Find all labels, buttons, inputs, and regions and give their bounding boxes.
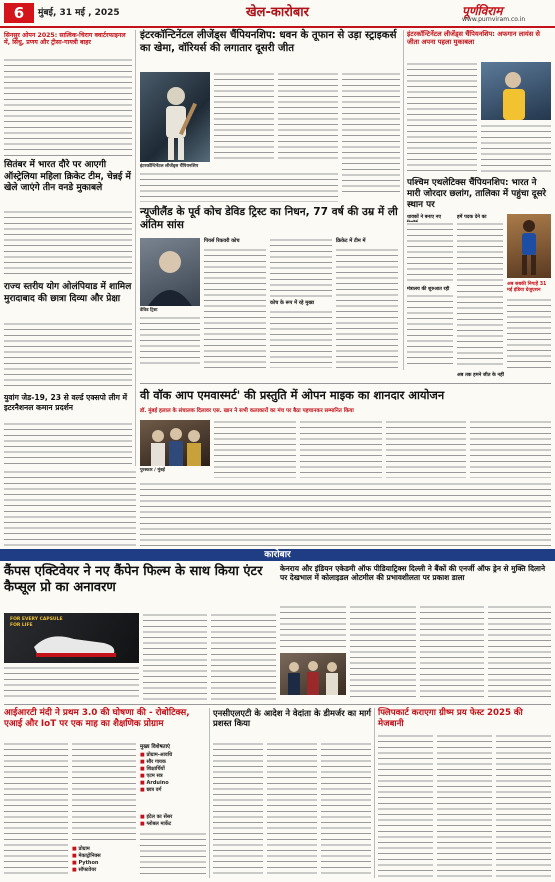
- group-people-icon: [140, 420, 210, 466]
- flipkart-body-c: [496, 734, 551, 878]
- box-head-1: धावकों ने बनाए नए: [407, 215, 442, 220]
- person-portrait-icon: [140, 238, 200, 306]
- iit-highlights-list: [140, 752, 206, 812]
- sport-left-headline-4: युवांग जेड-19, 23 से वर्ल्ड एक्सपो लीग में इटरनैशनल कमान प्रदर्शन: [4, 393, 128, 412]
- sport-main-photo-caption: इंटरकॉन्टिनेंटल लीजेंड्स चैंपियनशिप: [140, 164, 199, 169]
- bullet-square-icon: ■: [72, 867, 77, 873]
- box-head-2: मंत्रालय की शुरुआत रही: [407, 287, 450, 292]
- brand-logo: पूर्णविराम: [462, 4, 503, 18]
- list-item: ■ सॉफ्टवेयर: [72, 867, 97, 873]
- sport-main-body-c: [342, 72, 400, 192]
- list-item: ■ सौर गायक: [140, 759, 166, 765]
- athletics-body-c: [457, 222, 503, 368]
- column-divider: [374, 708, 375, 878]
- feature-body-e: [140, 482, 551, 546]
- batsman-silhouette-icon: [140, 72, 210, 162]
- section-title: खेल-कारोबार: [246, 5, 309, 20]
- feature-headline: वी वॉक आप एमवास्मर्ट' की प्रस्तुति में ओपन माइक का शानदार आयोजन: [140, 388, 445, 402]
- bullet-square-icon: ■: [140, 752, 145, 758]
- feature-body-a: [214, 420, 296, 478]
- list-item: ■ इंटेल का सेंसर: [140, 814, 173, 820]
- sport-right-headline: इंटरकॉन्टिनेंटल लीजेंड्स चैंपियनशिप: अफगान लायंस से जीता अपना पहला मुकाबला: [407, 30, 540, 46]
- sport-left-body-3: [4, 322, 132, 388]
- feature-body-d: [470, 420, 551, 478]
- column-divider: [135, 30, 136, 466]
- list-item: ■ मेकाट्रोनिक्स: [72, 853, 101, 859]
- iit-body-c: [140, 832, 206, 878]
- column-divider: [403, 30, 404, 370]
- page-number: 6: [4, 3, 34, 23]
- business-section-band: कारोबार: [0, 549, 555, 561]
- bullet-square-icon: ■: [72, 853, 77, 859]
- sport-main-body-b: [278, 72, 338, 162]
- side-head-2: कोच के रूप में रहे मुख्य: [270, 300, 315, 306]
- sport-left-body-1: [4, 58, 132, 156]
- business-rule: [4, 704, 551, 705]
- kenvue-headline: केनराय और इंडियन एकेडमी ऑफ पीडियाट्रिक्स दिल्ली ने बैंकों की एनर्जी ऑफ ड्रेन से मुक्ति दिलाने पर देखभाल में कोलाइडल ओटमील की प्रभावशीलता पर प्रकाश डाला: [280, 564, 546, 583]
- sport-main-body-d: [140, 172, 338, 202]
- edition-date: मुंबई, 31 मई , 2025: [38, 8, 120, 18]
- nclat-body-c: [321, 742, 371, 878]
- kenvue-photo: [280, 653, 346, 695]
- sport-sub-body-d: [270, 310, 332, 368]
- feature-body-c: [386, 420, 466, 478]
- campus-body-a: [4, 666, 139, 700]
- player-silhouette-icon: [481, 62, 551, 120]
- bullet-square-icon: ■: [140, 787, 145, 793]
- sport-left-headline-1: सिनसुर ओपन 2025: सात्विक-चिराग क्वार्टरफाइनल में, सिंधु, प्रणय और ट्रीसा-गायत्री बाहर: [4, 32, 126, 47]
- feature-body-b: [300, 420, 382, 478]
- iit-highlights-title: मुख्य विशेषताएं: [140, 744, 171, 750]
- flipkart-body-b: [437, 734, 492, 878]
- campus-ad-photo: [4, 613, 139, 663]
- athletics-body-a: [407, 222, 453, 282]
- athletics-body-b: [407, 294, 453, 368]
- kenvue-body-a: [280, 605, 346, 651]
- list-item: ■ एटम सत्र: [140, 773, 163, 779]
- campus-body-b: [143, 613, 207, 701]
- box-head-3: हमें पदक देने का: [457, 215, 487, 220]
- list-item: ■ ग्लोबल मार्केट: [140, 821, 172, 827]
- list-item: ■ Arduino: [140, 780, 169, 786]
- medal-head: अब सबकी निगाहें 31 मई इंडिया ग्रेजुएशन: [507, 282, 547, 293]
- nclat-headline: एनसीएलएटी के आदेश ने वेदांता के डीमर्जर का मार्ग प्रशस्त किया: [213, 708, 371, 729]
- sport-right-body-b: [481, 124, 551, 174]
- bullet-square-icon: ■: [140, 814, 145, 820]
- iit-list-right: [72, 846, 136, 878]
- legends-photo: [481, 62, 551, 120]
- nclat-body-a: [213, 742, 263, 878]
- athletics-headline: पश्चिम एथलेटिक्स चैंपियनशिप: भारत ने मारी जोरदार छलांग, तालिका में पहुंचा दूसरे स्थान पर: [407, 178, 547, 210]
- list-item: ■ प्रोग्राम: [72, 846, 90, 852]
- box-head-4: अब तक हमने जीत के नहीं: [457, 373, 504, 378]
- side-head-3: क्रिकेट में टीम में: [336, 238, 366, 244]
- sport-sub-body-b: [204, 248, 266, 368]
- bullet-square-icon: ■: [72, 846, 77, 852]
- kenvue-body-b: [350, 605, 416, 701]
- list-item: ■ छात्र वर्ग: [140, 787, 162, 793]
- coach-photo-caption: डेविड ट्रिस्ट: [140, 308, 158, 313]
- list-item: ■ Python: [72, 860, 99, 866]
- flipkart-headline: फ्लिपकार्ट कराएगा ग्रीष्म प्रय फेस्ट 2025 की मेजबानी: [378, 708, 523, 729]
- sport-sub-body-a: [140, 316, 200, 368]
- flipkart-body-a: [378, 734, 433, 878]
- panel-people-icon: [280, 653, 346, 695]
- sport-sub-body-e: [336, 248, 398, 368]
- list-item: ■ प्रोग्राम-आवधि: [140, 752, 173, 758]
- runner-photo: [507, 214, 551, 278]
- bullet-square-icon: ■: [140, 780, 145, 786]
- bullet-square-icon: ■: [140, 821, 145, 827]
- cricket-photo: [140, 72, 210, 162]
- feature-photo-caption: पुरस्कार / मुंबई: [140, 468, 165, 473]
- list-item: ■ शिक्षार्थियों: [140, 766, 165, 772]
- kenvue-body-d: [488, 605, 551, 701]
- iit-body-b: [72, 742, 136, 842]
- sport-sub-body-c: [270, 238, 332, 298]
- campus-ad-tagline: FOR EVERY CAPSULE FOR LIFE: [10, 617, 63, 628]
- sport-left-headline-3: राज्य स्तरीय योग ओलंपियाड में शामिल मुरादाबाद की छात्रा दिव्या और प्रेक्षा: [4, 282, 132, 304]
- coach-photo: [140, 238, 200, 306]
- header-rule: [0, 26, 555, 28]
- campus-headline: कैंपस एक्टिवेयर ने नए कैंपेन फिल्म के साथ किया एंटर कैप्सूल प्रो का अनावरण: [4, 564, 263, 595]
- nclat-body-b: [267, 742, 317, 878]
- sport-main-body-a: [214, 72, 274, 162]
- iit-body-a: [4, 742, 68, 878]
- bullet-square-icon: ■: [140, 766, 145, 772]
- kenvue-body-c: [420, 605, 484, 701]
- athletics-body-d: [507, 298, 551, 368]
- sport-left-body-4: [4, 422, 132, 464]
- iit-highlights-extra: [140, 814, 206, 830]
- sport-sub-headline: न्यूजीलैंड के पूर्व कोच डेविड ट्रिस्ट का निधन, 77 वर्ष की उम्र में ली अंतिम सांस: [140, 206, 398, 232]
- sport-left-body-5: [4, 470, 136, 546]
- sport-left-headline-2: सितंबर में भारत दौरे पर आएगी ऑस्ट्रेलिया महिला क्रिकेट टीम, चेन्नई में खेले जाएंगे तीन वनडे मुकाबले: [4, 160, 131, 193]
- website-url[interactable]: www.purnviram.co.in: [462, 16, 526, 23]
- feature-subhead: डॉ. मुंबई हलाल के संचालक दिलावर एस. खान ने सभी कलाकारों का मंच पर बैठा पहचानकर सम्मानित किया: [140, 408, 354, 414]
- bullet-square-icon: ■: [72, 860, 77, 866]
- side-head-1: पियर्स रिकवरी कोच: [204, 238, 240, 244]
- campus-body-c: [211, 613, 276, 701]
- sport-main-headline: इंटरकॉन्टिनेंटल लीजेंड्स चैंपियनशिप: धवन के तूफान से उड़ा स्ट्राइकर्स का खेमा, वॉरियर्स की लगातार दूसरी जीत: [140, 30, 397, 54]
- iit-headline: आईआरटी मंदी ने प्रथम 3.0 की घोषणा की - रोबोटिक्स, एआई और IoT पर एक माह का शैक्षणिक प्रोग्राम: [4, 708, 190, 729]
- feature-photo: [140, 420, 210, 466]
- column-divider: [209, 708, 210, 878]
- runner-silhouette-icon: [507, 214, 551, 278]
- sport-right-body-a: [407, 62, 477, 174]
- bullet-square-icon: ■: [140, 773, 145, 779]
- sport-left-body-2: [4, 210, 132, 276]
- feature-rule: [140, 383, 551, 384]
- bullet-square-icon: ■: [140, 759, 145, 765]
